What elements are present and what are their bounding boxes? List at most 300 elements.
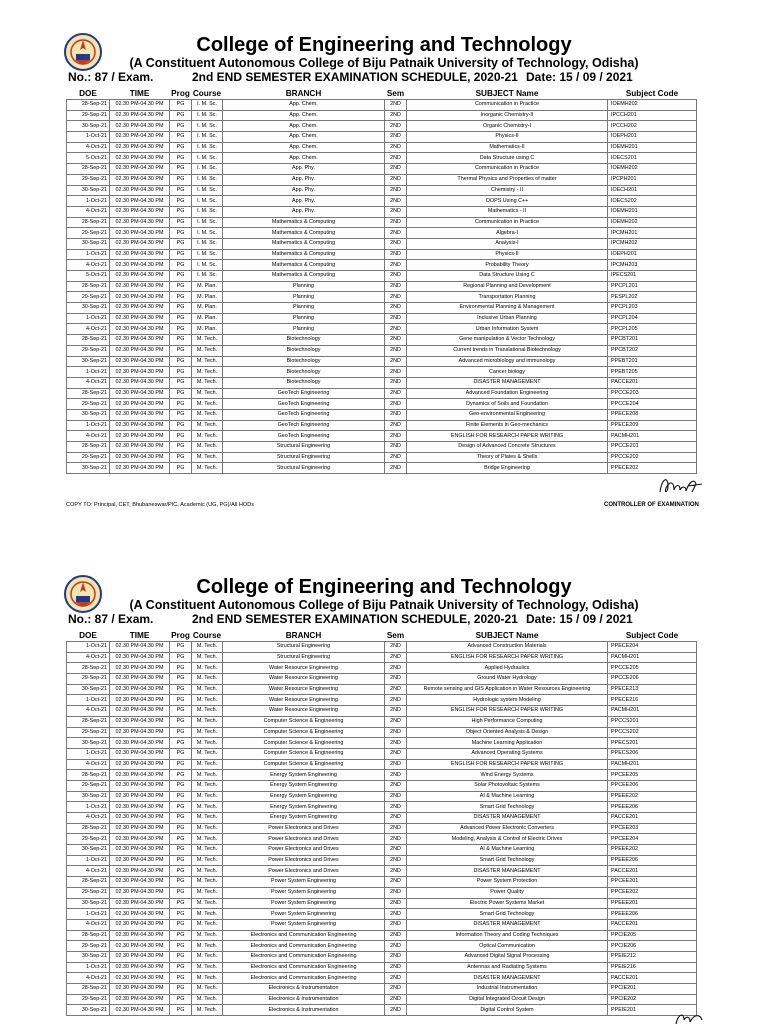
time-cell: 02.30 PM-04.30 PM [110,249,170,260]
doe-cell: 28-Sep-21 [67,770,110,781]
prog-cell: PG [170,303,192,314]
course-cell: M. Tech. [192,780,223,791]
course-cell: M. Tech. [192,930,223,941]
subject-name-cell: Advanced Operating Systems [407,748,608,759]
branch-cell: GeoTech Engineering [223,409,385,420]
column-header-course: Course [192,88,222,98]
doe-cell: 1-Oct-21 [67,642,110,653]
prog-cell: PG [170,100,192,111]
branch-cell: Power System Engineering [223,909,385,920]
doe-cell: 28-Sep-21 [67,281,110,292]
time-cell: 02.30 PM-04.30 PM [110,748,170,759]
sem-cell: 2ND [385,153,407,164]
time-cell: 02.30 PM-04.30 PM [110,303,170,314]
table-row [67,420,697,431]
column-header-doe: DOE [79,630,97,640]
doe-cell: 30-Sep-21 [67,303,110,314]
course-cell: M. Tech. [192,973,223,984]
subject-name-cell: Mathematics - II [407,206,608,217]
table-row [67,642,697,653]
doe-cell: 29-Sep-21 [67,174,110,185]
course-cell: M. Tech. [192,356,223,367]
subject-name-cell: AI & Machine Learning [407,791,608,802]
college-subtitle: (A Constituent Autonomous College of Biju Patnaik University of Technology, Odisha) [129,598,639,612]
course-cell: M. Tech. [192,855,223,866]
doe-cell: 30-Sep-21 [67,409,110,420]
doe-cell: 4-Oct-21 [67,759,110,770]
subject-name-cell: Data Structure using C [407,153,608,164]
doe-cell: 1-Oct-21 [67,196,110,207]
prog-cell: PG [170,463,192,474]
column-header-time: TIME [129,630,150,640]
doe-cell: 1-Oct-21 [67,909,110,920]
doe-cell: 4-Oct-21 [67,324,110,335]
branch-cell: GeoTech Engineering [223,399,385,410]
subject-name-cell: DISASTER MANAGEMENT [407,973,608,984]
time-cell: 02.30 PM-04.30 PM [110,281,170,292]
time-cell: 02.30 PM-04.30 PM [110,132,170,143]
course-cell: M. Tech. [192,367,223,378]
prog-cell: PG [170,452,192,463]
course-cell: M. Tech. [192,377,223,388]
subject-name-cell: ENGLISH FOR RESEARCH PAPER WRITING [407,431,608,442]
branch-cell: Electronics and Communication Engineering [223,973,385,984]
subject-code-cell: IOEMH202 [608,100,697,111]
time-cell: 02.30 PM-04.30 PM [110,866,170,877]
course-cell: M. Tech. [192,866,223,877]
signature-icon [656,474,706,498]
table-row [67,652,697,663]
doe-cell: 29-Sep-21 [67,941,110,952]
doe-cell: 30-Sep-21 [67,898,110,909]
sem-cell: 2ND [385,431,407,442]
subject-name-cell: Machine Learning Application [407,738,608,749]
subject-code-cell: PACCE201 [608,377,697,388]
doe-cell: 28-Sep-21 [67,877,110,888]
doe-cell: 28-Sep-21 [67,217,110,228]
course-cell: M. Tech. [192,652,223,663]
branch-cell: Power Electronics and Drives [223,845,385,856]
doe-cell: 4-Oct-21 [67,706,110,717]
subject-name-cell: Bridge Engineering [407,463,608,474]
subject-code-cell: PPEIE201 [608,1005,697,1016]
column-header-sem: Sem [386,630,405,640]
column-header-subject-code: Subject Code [625,630,679,640]
subject-code-cell: PPCPL201 [608,281,697,292]
sem-cell: 2ND [385,994,407,1005]
prog-cell: PG [170,994,192,1005]
time-cell: 02.30 PM-04.30 PM [110,716,170,727]
doe-cell: 30-Sep-21 [67,684,110,695]
subject-name-cell: Communication in Practice [407,217,608,228]
branch-cell: Biotechnology [223,335,385,346]
column-header-subject-code: Subject Code [625,88,679,98]
branch-cell: Electronics & Instrumentation [223,1005,385,1016]
subject-name-cell: Transportation Planning [407,292,608,303]
prog-cell: PG [170,930,192,941]
subject-code-cell: PPCIE206 [608,941,697,952]
sem-cell: 2ND [385,110,407,121]
doe-cell: 28-Sep-21 [67,823,110,834]
subject-name-cell: DISASTER MANAGEMENT [407,866,608,877]
doe-cell: 29-Sep-21 [67,994,110,1005]
table-row [67,206,697,217]
doe-cell: 30-Sep-21 [67,845,110,856]
course-cell: M. Tech. [192,802,223,813]
branch-cell: Biotechnology [223,377,385,388]
table-row [67,335,697,346]
branch-cell: Electronics and Communication Engineering [223,962,385,973]
sem-cell: 2ND [385,834,407,845]
subject-code-cell: IOECS201 [608,153,697,164]
subject-code-cell: IOECH201 [608,185,697,196]
doe-cell: 30-Sep-21 [67,356,110,367]
subject-code-cell: PPCBT202 [608,345,697,356]
table-row [67,132,697,143]
subject-code-cell: PPCPL204 [608,313,697,324]
prog-cell: PG [170,442,192,453]
time-cell: 02.30 PM-04.30 PM [110,642,170,653]
course-cell: M. Tech. [192,716,223,727]
sem-cell: 2ND [385,409,407,420]
doe-cell: 4-Oct-21 [67,206,110,217]
time-cell: 02.30 PM-04.30 PM [110,738,170,749]
prog-cell: PG [170,281,192,292]
sem-cell: 2ND [385,292,407,303]
prog-cell: PG [170,356,192,367]
prog-cell: PG [170,652,192,663]
prog-cell: PG [170,110,192,121]
table-row [67,738,697,749]
subject-name-cell: Digital Integrated Circuit Design [407,994,608,1005]
column-header-branch: BRANCH [285,88,322,98]
subject-code-cell: PPCIE201 [608,984,697,995]
table-row [67,249,697,260]
doe-cell: 29-Sep-21 [67,228,110,239]
sem-cell: 2ND [385,930,407,941]
schedule-table [66,87,697,474]
time-cell: 02.30 PM-04.30 PM [110,930,170,941]
column-header-sem: Sem [386,88,405,98]
doe-cell: 1-Oct-21 [67,748,110,759]
course-cell: M. Tech. [192,962,223,973]
prog-cell: PG [170,866,192,877]
time-cell: 02.30 PM-04.30 PM [110,153,170,164]
doe-cell: 29-Sep-21 [67,292,110,303]
table-header-row [67,629,697,642]
subject-name-cell: Power Quality [407,887,608,898]
table-row [67,706,697,717]
time-cell: 02.30 PM-04.30 PM [110,663,170,674]
course-cell: M. Tech. [192,442,223,453]
subject-code-cell: PPEEE206 [608,909,697,920]
course-cell: I. M. Sc. [192,185,223,196]
subject-code-cell: IPCPH201 [608,174,697,185]
sem-cell: 2ND [385,377,407,388]
doe-cell: 28-Sep-21 [67,100,110,111]
sem-cell: 2ND [385,813,407,824]
course-cell: I. M. Sc. [192,217,223,228]
subject-code-cell: IOECS202 [608,196,697,207]
time-cell: 02.30 PM-04.30 PM [110,855,170,866]
subject-code-cell: PPEIE212 [608,951,697,962]
table-row [67,716,697,727]
prog-cell: PG [170,802,192,813]
table-row [67,994,697,1005]
course-cell: M. Tech. [192,409,223,420]
subject-code-cell: IPCMH201 [608,228,697,239]
course-cell: M. Tech. [192,684,223,695]
subject-name-cell: DISASTER MANAGEMENT [407,813,608,824]
doe-cell: 4-Oct-21 [67,866,110,877]
doe-cell: 29-Sep-21 [67,727,110,738]
table-row [67,898,697,909]
doe-cell: 29-Sep-21 [67,110,110,121]
subject-code-cell: PPCEE205 [608,770,697,781]
branch-cell: Power Electronics and Drives [223,823,385,834]
time-cell: 02.30 PM-04.30 PM [110,727,170,738]
table-row [67,855,697,866]
course-cell: M. Plan. [192,281,223,292]
subject-name-cell: Advanced Foundation Engineering [407,388,608,399]
course-cell: M. Tech. [192,823,223,834]
course-cell: I. M. Sc. [192,164,223,175]
branch-cell: Power Electronics and Drives [223,855,385,866]
subject-name-cell: Urban Information System [407,324,608,335]
subject-code-cell: PPEEE206 [608,855,697,866]
subject-code-cell: IOEMH202 [608,164,697,175]
doe-cell: 4-Oct-21 [67,142,110,153]
branch-cell: Energy System Engineering [223,780,385,791]
course-cell: M. Tech. [192,706,223,717]
table-row [67,377,697,388]
branch-cell: Biotechnology [223,345,385,356]
prog-cell: PG [170,674,192,685]
subject-name-cell: DISASTER MANAGEMENT [407,919,608,930]
table-row [67,313,697,324]
table-row [67,463,697,474]
sem-cell: 2ND [385,780,407,791]
prog-cell: PG [170,898,192,909]
sem-cell: 2ND [385,866,407,877]
time-cell: 02.30 PM-04.30 PM [110,345,170,356]
doe-cell: 29-Sep-21 [67,345,110,356]
branch-cell: Biotechnology [223,367,385,378]
table-header-row [67,87,697,100]
course-cell: M. Tech. [192,748,223,759]
branch-cell: Computer Science & Engineering [223,716,385,727]
branch-cell: Mathematics & Computing [223,271,385,282]
subject-name-cell: Data Structure Using C [407,271,608,282]
branch-cell: Planning [223,281,385,292]
branch-cell: Planning [223,324,385,335]
course-cell: M. Tech. [192,834,223,845]
subject-name-cell: Information Theory and Coding Techniques [407,930,608,941]
prog-cell: PG [170,759,192,770]
prog-cell: PG [170,716,192,727]
subject-name-cell: Advanced Construction Materials [407,642,608,653]
time-cell: 02.30 PM-04.30 PM [110,887,170,898]
schedule-date: Date: 15 / 09 / 2021 [526,70,633,84]
prog-cell: PG [170,420,192,431]
table-row [67,727,697,738]
branch-cell: Structural Engineering [223,642,385,653]
time-cell: 02.30 PM-04.30 PM [110,674,170,685]
branch-cell: Computer Science & Engineering [223,727,385,738]
prog-cell: PG [170,770,192,781]
doe-cell: 1-Oct-21 [67,420,110,431]
prog-cell: PG [170,813,192,824]
time-cell: 02.30 PM-04.30 PM [110,813,170,824]
time-cell: 02.30 PM-04.30 PM [110,984,170,995]
subject-name-cell: Dynamics of Soils and Foundation [407,399,608,410]
subject-name-cell: Gene manipulation & Vector Technology [407,335,608,346]
prog-cell: PG [170,313,192,324]
sem-cell: 2ND [385,695,407,706]
sem-cell: 2ND [385,420,407,431]
table-row [67,951,697,962]
branch-cell: Power System Engineering [223,887,385,898]
course-cell: M. Plan. [192,292,223,303]
branch-cell: App. Chem. [223,132,385,143]
table-row [67,164,697,175]
prog-cell: PG [170,324,192,335]
table-row [67,759,697,770]
sem-cell: 2ND [385,748,407,759]
time-cell: 02.30 PM-04.30 PM [110,770,170,781]
column-header-prog: Prog [171,88,190,98]
doe-cell: 28-Sep-21 [67,388,110,399]
subject-name-cell: Optical Communication [407,941,608,952]
doe-cell: 4-Oct-21 [67,431,110,442]
prog-cell: PG [170,153,192,164]
subject-name-cell: Communication in Practice [407,164,608,175]
doe-cell: 28-Sep-21 [67,716,110,727]
sem-cell: 2ND [385,356,407,367]
doe-cell: 28-Sep-21 [67,984,110,995]
prog-cell: PG [170,1005,192,1016]
branch-cell: Water Resource Engineering [223,663,385,674]
doe-cell: 28-Sep-21 [67,930,110,941]
table-row [67,909,697,920]
subject-code-cell: IPCMH202 [608,238,697,249]
prog-cell: PG [170,260,192,271]
column-header-subject-name: SUBJECT Name [475,88,539,98]
prog-cell: PG [170,399,192,410]
course-cell: M. Tech. [192,399,223,410]
subject-code-cell: PPECE216 [608,695,697,706]
subject-code-cell: PPEEE202 [608,791,697,802]
time-cell: 02.30 PM-04.30 PM [110,388,170,399]
time-cell: 02.30 PM-04.30 PM [110,313,170,324]
table-row [67,217,697,228]
branch-cell: GeoTech Engineering [223,420,385,431]
time-cell: 02.30 PM-04.30 PM [110,1005,170,1016]
subject-code-cell: PPEEE201 [608,898,697,909]
column-header-branch: BRANCH [285,630,322,640]
course-cell: I. M. Sc. [192,110,223,121]
branch-cell: Power System Engineering [223,898,385,909]
sem-cell: 2ND [385,919,407,930]
sem-cell: 2ND [385,855,407,866]
table-row [67,431,697,442]
sem-cell: 2ND [385,652,407,663]
subject-name-cell: Wind Energy Systems [407,770,608,781]
course-cell: M. Tech. [192,452,223,463]
subject-name-cell: Advanced Digital Signal Processing [407,951,608,962]
doe-cell: 29-Sep-21 [67,674,110,685]
course-cell: M. Tech. [192,898,223,909]
sem-cell: 2ND [385,249,407,260]
prog-cell: PG [170,377,192,388]
course-cell: M. Tech. [192,887,223,898]
branch-cell: Water Resource Engineering [223,684,385,695]
subject-code-cell: PPECE209 [608,420,697,431]
time-cell: 02.30 PM-04.30 PM [110,823,170,834]
table-row [67,866,697,877]
table-row [67,695,697,706]
doe-cell: 29-Sep-21 [67,452,110,463]
sem-cell: 2ND [385,463,407,474]
subject-code-cell: PPECE208 [608,409,697,420]
table-row [67,110,697,121]
time-cell: 02.30 PM-04.30 PM [110,271,170,282]
course-cell: M. Tech. [192,770,223,781]
subject-code-cell: PACMH201 [608,759,697,770]
course-cell: M. Tech. [192,345,223,356]
table-row [67,271,697,282]
table-row [67,238,697,249]
doe-cell: 28-Sep-21 [67,335,110,346]
time-cell: 02.30 PM-04.30 PM [110,238,170,249]
prog-cell: PG [170,951,192,962]
signature-icon [672,1012,712,1024]
sem-cell: 2ND [385,324,407,335]
doe-cell: 4-Oct-21 [67,813,110,824]
subject-name-cell: Hydrologic system Modeling [407,695,608,706]
controller-of-examination: CONTROLLER OF EXAMINATION [604,502,699,508]
doe-cell: 1-Oct-21 [67,802,110,813]
subject-code-cell: PPECS201 [608,738,697,749]
time-cell: 02.30 PM-04.30 PM [110,228,170,239]
subject-code-cell: PPECE202 [608,463,697,474]
subject-code-cell: PPCCE205 [608,663,697,674]
subject-name-cell: Antennas and Radiating Systems [407,962,608,973]
prog-cell: PG [170,335,192,346]
subject-code-cell: PPCEE203 [608,823,697,834]
doe-cell: 4-Oct-21 [67,919,110,930]
branch-cell: Electronics & Instrumentation [223,994,385,1005]
doe-cell: 28-Sep-21 [67,442,110,453]
course-cell: M. Tech. [192,919,223,930]
subject-code-cell: IOEMH201 [608,142,697,153]
table-row [67,388,697,399]
branch-cell: Water Resource Engineering [223,695,385,706]
prog-cell: PG [170,834,192,845]
sem-cell: 2ND [385,727,407,738]
table-row [67,185,697,196]
doe-cell: 5-Oct-21 [67,271,110,282]
time-cell: 02.30 PM-04.30 PM [110,442,170,453]
subject-name-cell: ENGLISH FOR RESEARCH PAPER WRITING [407,706,608,717]
time-cell: 02.30 PM-04.30 PM [110,142,170,153]
doe-cell: 4-Oct-21 [67,973,110,984]
sem-cell: 2ND [385,845,407,856]
branch-cell: Biotechnology [223,356,385,367]
branch-cell: Electronics and Communication Engineering [223,930,385,941]
time-cell: 02.30 PM-04.30 PM [110,399,170,410]
subject-name-cell: Smart Grid Technology [407,909,608,920]
